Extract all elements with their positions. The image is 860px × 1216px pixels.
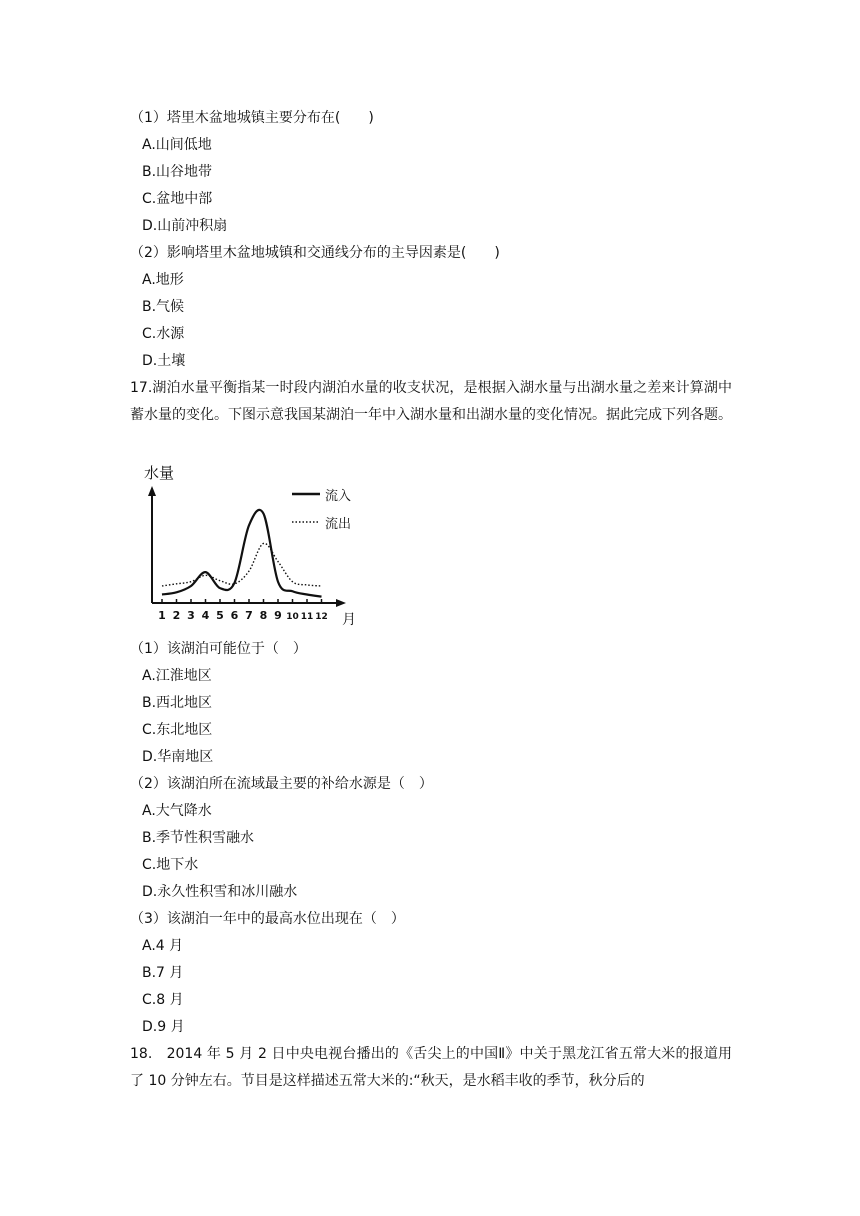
series-line-inflow [162,510,322,597]
q16-sub1-option-b: B.山谷地带 [142,164,213,180]
x-tick-label-10: 10 [286,612,299,622]
q17-sub3-stem: （3）该湖泊一年中的最高水位出现在（ ） [130,911,405,927]
q16-sub1-option-c: C.盆地中部 [142,191,213,207]
x-tick-label-9: 9 [274,609,282,622]
q17-intro: 17.湖泊水量平衡指某一时段内湖泊水量的收支状况，是根据入湖水量与出湖水量之差来计算湖中蓄水量的变化。下图示意我国某湖泊一年中入湖水量和出湖水量的变化情况。据此完成下列各题。 [130,380,732,423]
x-tick-label-3: 3 [187,609,195,622]
chart-xlabel: 月 [342,612,356,628]
legend [292,488,351,532]
q17-sub1-option-c: C.东北地区 [142,722,213,738]
y-axis-arrow [148,486,156,496]
q17-sub3-option-a: A.4 月 [142,938,184,954]
q17-sub2-option-a: A.大气降水 [142,803,212,819]
q17-sub3-option-d: D.9 月 [142,1019,185,1035]
q17-sub1-option-a: A.江淮地区 [142,668,212,684]
q17-sub2-option-d: D.永久性积雪和冰川融水 [142,884,298,900]
q17-sub2-option-c: C.地下水 [142,857,199,873]
q16-sub2-stem: （2）影响塔里木盆地城镇和交通线分布的主导因素是( ) [130,245,500,261]
series-lines [162,510,322,597]
q17-sub3-option-c: C.8 月 [142,992,184,1008]
x-tick-label-6: 6 [230,609,239,622]
x-axis-arrow [336,599,346,607]
lake-water-balance-chart [140,458,366,628]
x-tick-label-4: 4 [201,609,210,622]
q16-sub2-option-d: D.土壤 [142,353,186,369]
q17-sub1-option-d: D.华南地区 [142,749,214,765]
legend-inflow-label: 流入 [325,489,352,504]
x-tick-label-8: 8 [259,609,268,622]
q16-sub2-option-b: B.气候 [142,299,185,315]
x-tick-label-7: 7 [245,609,253,622]
q18-intro: 18. 2014 年 5 月 2 日中央电视台播出的《舌尖上的中国Ⅱ》中关于黑龙江省五常大米的报道用了 10 分钟左右。节目是这样描述五常大米的:“秋天，是水稻丰收的季节，秋分后的 [130,1046,732,1089]
q16-sub1-option-d: D.山前冲积扇 [142,218,228,234]
q17-sub1-option-b: B.西北地区 [142,695,213,711]
q16-sub2-option-a: A.地形 [142,272,184,288]
q16-sub1-option-a: A.山间低地 [142,137,212,153]
q17-sub1-stem: （1）该湖泊可能位于（ ） [130,641,307,657]
legend-outflow-label: 流出 [325,517,352,532]
chart-ylabel: 水量 [144,464,175,482]
x-tick-label-5: 5 [216,609,224,622]
x-tick-label-2: 2 [172,609,181,622]
q16-sub2-option-c: C.水源 [142,326,185,342]
q17-sub2-option-b: B.季节性积雪融水 [142,830,255,846]
q17-sub2-stem: （2）该湖泊所在流域最主要的补给水源是（ ） [130,776,433,792]
q16-sub1-stem: （1）塔里木盆地城镇主要分布在( ) [130,110,374,126]
x-tick-label-12: 12 [315,612,328,622]
q17-sub3-option-b: B.7 月 [142,965,184,981]
x-tick-label-11: 11 [300,612,314,622]
x-tick-label-1: 1 [158,609,166,622]
